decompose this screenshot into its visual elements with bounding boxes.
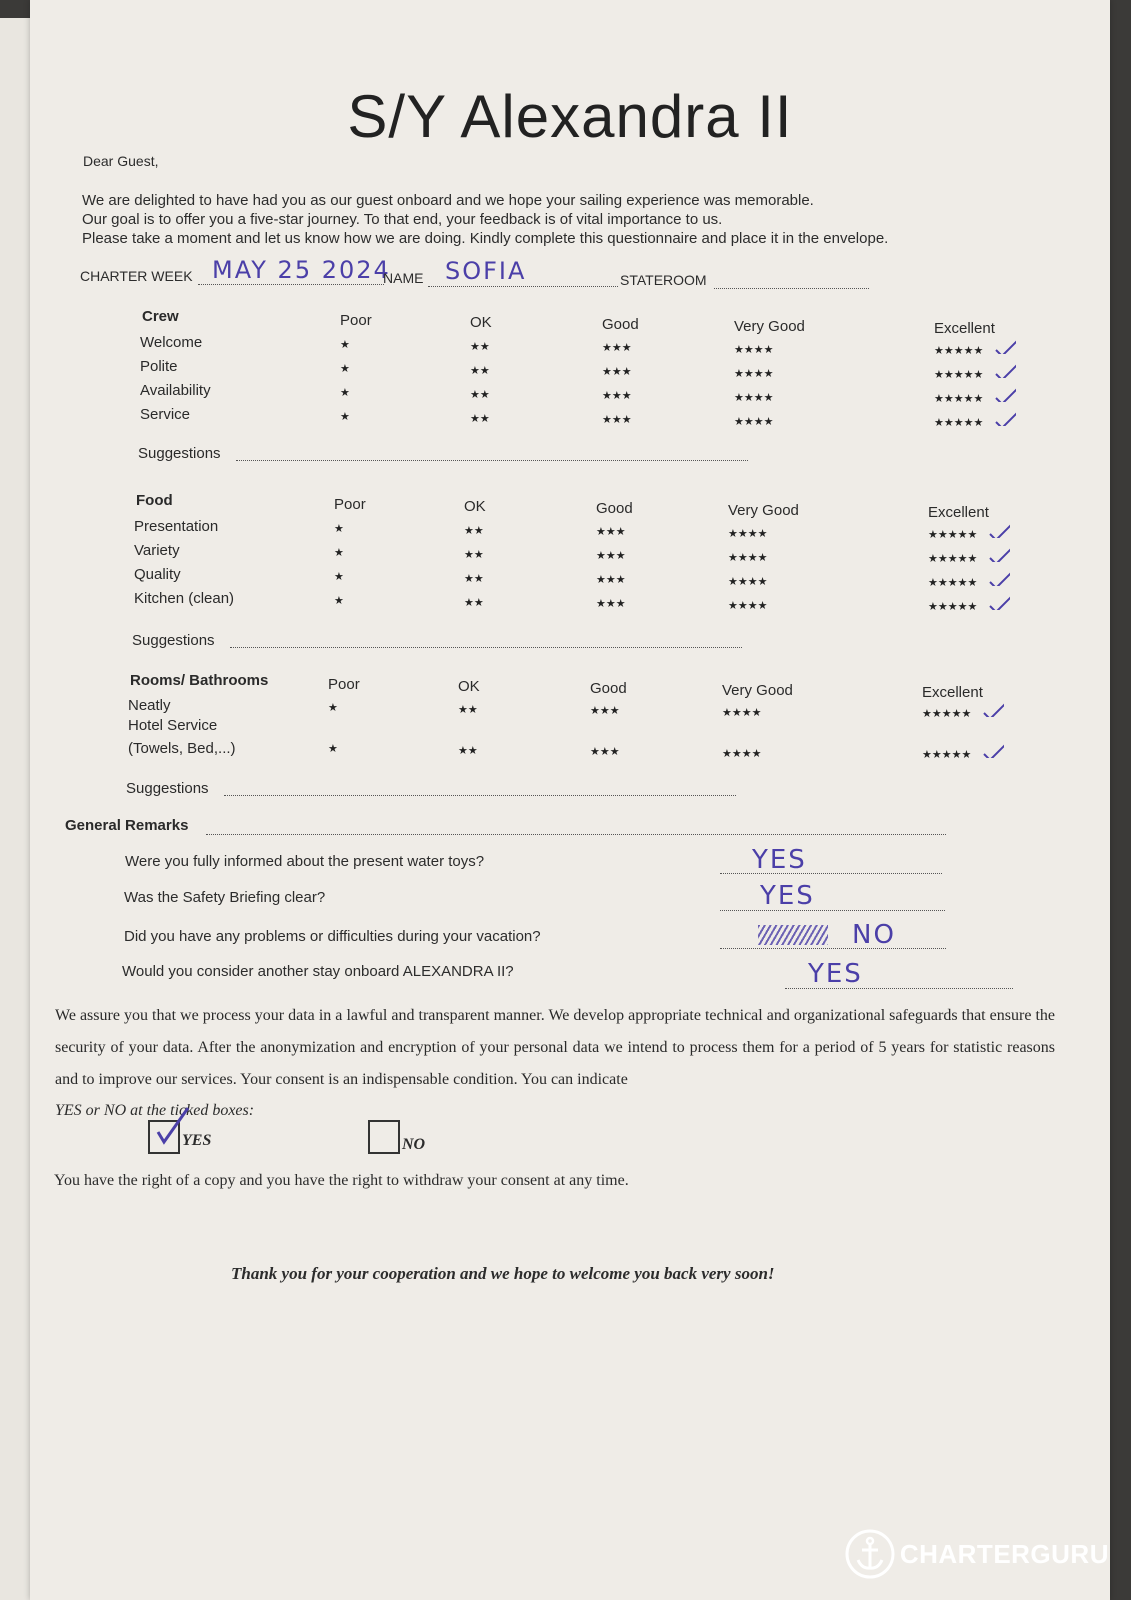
checkmark-icon xyxy=(994,362,1016,378)
page-title: S/Y Alexandra II xyxy=(347,83,793,150)
consent-no-label: NO xyxy=(402,1136,426,1153)
rating-column-header: Good xyxy=(596,500,633,517)
rating-option[interactable]: ★★★★★ xyxy=(928,529,978,541)
question-water-toys: Were you fully informed about the present water toys? xyxy=(125,853,485,870)
rating-option[interactable]: ★ xyxy=(340,411,350,423)
stateroom-field[interactable] xyxy=(714,288,869,289)
rating-option[interactable]: ★★★★★ xyxy=(928,577,978,589)
answer-safety-briefing: YES xyxy=(760,881,815,911)
rating-option[interactable]: ★★★★ xyxy=(734,367,774,380)
general-remarks-label: General Remarks xyxy=(65,817,189,834)
stateroom-label: STATEROOM xyxy=(620,272,707,288)
criterion-label: Availability xyxy=(140,382,211,399)
rating-column-header: Very Good xyxy=(728,502,799,519)
rating-option[interactable]: ★★★ xyxy=(596,598,626,610)
rating-option[interactable]: ★★ xyxy=(464,548,484,561)
consent-text: We assure you that we process your data in a lawful and transparent manner. We develop appropriate technical and organizational safeguards that ensure the security of your data. After the anonymization and encryption of your personal data we intend to process them for a period of 5 years for statistic reasons and to improve our services. Your consent is an indispensable condition. You can indicate xyxy=(55,1007,1055,1088)
rating-option[interactable]: ★ xyxy=(328,743,338,755)
answer-another-stay: YES xyxy=(808,959,863,989)
section-title: Rooms/ Bathrooms xyxy=(130,672,269,689)
rating-option[interactable]: ★★★★★ xyxy=(934,369,984,381)
rating-column-header: Excellent xyxy=(934,320,995,337)
yes-no-instruction-text: YES or NO at the ticked boxes: xyxy=(55,1102,255,1119)
suggestions-field[interactable] xyxy=(230,647,742,648)
rating-option[interactable]: ★★★★★ xyxy=(934,393,984,405)
rating-option[interactable]: ★★ xyxy=(458,703,478,716)
general-remarks-field[interactable] xyxy=(206,834,946,835)
rating-option[interactable]: ★★ xyxy=(464,596,484,609)
name-value: SOFIA xyxy=(445,257,527,285)
section-title: Food xyxy=(136,492,173,509)
criterion-label: Welcome xyxy=(140,334,203,351)
rating-option[interactable]: ★★★★ xyxy=(728,599,768,612)
rating-option[interactable]: ★★★★ xyxy=(722,706,762,719)
rating-option[interactable]: ★★ xyxy=(470,340,490,353)
checkmark-icon xyxy=(994,410,1016,426)
answer-problems: NO xyxy=(852,920,896,950)
suggestions-field[interactable] xyxy=(236,460,748,461)
question-problems: Did you have any problems or difficulties during your vacation? xyxy=(124,928,541,945)
criterion-label: Kitchen (clean) xyxy=(134,590,235,607)
checkmark-icon xyxy=(982,701,1004,717)
rating-option[interactable]: ★★★ xyxy=(602,390,632,402)
suggestions-label: Suggestions xyxy=(126,780,209,797)
rating-option[interactable]: ★★★★★ xyxy=(928,553,978,565)
rating-column-header: OK xyxy=(470,314,492,331)
rating-option[interactable]: ★★★★★ xyxy=(934,345,984,357)
rating-column-header: Excellent xyxy=(928,504,989,521)
checkmark-icon xyxy=(988,570,1010,586)
charter-week-label: CHARTER WEEK xyxy=(80,268,193,284)
rating-option[interactable]: ★★ xyxy=(464,572,484,585)
rating-option[interactable]: ★★ xyxy=(458,744,478,757)
suggestions-field[interactable] xyxy=(224,795,736,796)
greeting: Dear Guest, xyxy=(83,153,159,169)
consent-no-checkbox[interactable] xyxy=(368,1120,400,1154)
rating-column-header: OK xyxy=(464,498,486,515)
rating-option[interactable]: ★★★★★ xyxy=(922,749,972,761)
rating-option[interactable]: ★★★ xyxy=(602,342,632,354)
criterion-label: Hotel Service xyxy=(128,717,218,734)
questionnaire-page xyxy=(30,0,1110,1600)
rating-option[interactable]: ★★ xyxy=(464,524,484,537)
watermark-text: CHARTERGURU xyxy=(899,1538,1109,1569)
rating-option[interactable]: ★ xyxy=(328,702,338,714)
intro-line-2: Our goal is to offer you a five-star journey. To that end, your feedback is of vital importance to us. xyxy=(82,211,723,228)
intro-line-3: Please take a moment and let us know how we are doing. Kindly complete this questionnaire and place it in the envelope. xyxy=(82,230,889,247)
rating-option[interactable]: ★★★★ xyxy=(722,747,762,760)
rating-column-header: Poor xyxy=(334,496,366,513)
watermark-logo xyxy=(844,1528,1109,1580)
answer-line-safety-briefing[interactable] xyxy=(720,910,945,911)
rating-option[interactable]: ★ xyxy=(340,339,350,351)
criterion-label: Presentation xyxy=(134,518,219,535)
question-another-stay: Would you consider another stay onboard ALEXANDRA II? xyxy=(122,963,514,980)
rating-option[interactable]: ★ xyxy=(340,387,350,399)
checkmark-icon xyxy=(994,338,1016,354)
rating-option[interactable]: ★ xyxy=(334,571,344,583)
rating-column-header: Very Good xyxy=(722,682,793,699)
rating-option[interactable]: ★★★★ xyxy=(734,415,774,428)
rating-column-header: Poor xyxy=(340,312,372,329)
rating-option[interactable]: ★ xyxy=(334,547,344,559)
rating-column-header: Very Good xyxy=(734,318,805,335)
criterion-label: Service xyxy=(140,406,191,423)
criterion-label: Polite xyxy=(140,358,178,375)
anchor-icon xyxy=(844,1528,896,1580)
suggestions-label: Suggestions xyxy=(138,445,221,462)
closing-message: Thank you for your cooperation and we hope to welcome you back very soon! xyxy=(231,1264,775,1283)
name-label: NAME xyxy=(383,270,424,286)
rating-option[interactable]: ★★★★ xyxy=(734,391,774,404)
rating-option[interactable]: ★ xyxy=(334,523,344,535)
rating-option[interactable]: ★ xyxy=(334,595,344,607)
rating-column-header: Good xyxy=(590,680,627,697)
criterion-label: Quality xyxy=(134,566,181,583)
checkmark-icon xyxy=(988,522,1010,538)
rating-option[interactable]: ★★★ xyxy=(596,526,626,538)
rights-text: You have the right of a copy and you have the right to withdraw your consent at any time. xyxy=(54,1172,629,1189)
checkmark-icon xyxy=(982,742,1004,758)
criterion-label: Variety xyxy=(134,542,180,559)
charter-week-field[interactable] xyxy=(198,284,384,285)
rating-option[interactable]: ★★★★ xyxy=(728,527,768,540)
rating-option[interactable]: ★★★★ xyxy=(734,343,774,356)
rating-option[interactable]: ★★★★★ xyxy=(922,708,972,720)
rating-option[interactable]: ★★★ xyxy=(602,414,632,426)
rating-option[interactable]: ★★★ xyxy=(596,550,626,562)
rating-option[interactable]: ★★★★ xyxy=(728,551,768,564)
rating-option[interactable]: ★★★★ xyxy=(728,575,768,588)
answer-line-problems[interactable] xyxy=(720,948,946,949)
intro-line-1: We are delighted to have had you as our guest onboard and we hope your sailing experience was memorable. xyxy=(82,192,814,209)
rating-option[interactable]: ★★★ xyxy=(596,574,626,586)
checkmark-icon xyxy=(988,594,1010,610)
rating-option[interactable]: ★★★★★ xyxy=(934,417,984,429)
charter-week-value: MAY 25 2024 xyxy=(212,256,391,284)
rating-option[interactable]: ★★★ xyxy=(602,366,632,378)
rating-option[interactable]: ★ xyxy=(340,363,350,375)
question-safety-briefing: Was the Safety Briefing clear? xyxy=(124,889,326,906)
rating-column-header: Poor xyxy=(328,676,360,693)
checkmark-icon xyxy=(988,546,1010,562)
answer-water-toys: YES xyxy=(752,845,807,875)
criterion-label: (Towels, Bed,...) xyxy=(128,740,236,757)
rating-column-header: OK xyxy=(458,678,480,695)
criterion-label: Neatly xyxy=(128,697,171,714)
scribbled-out-answer xyxy=(758,925,828,945)
name-field[interactable] xyxy=(428,286,618,287)
rating-option[interactable]: ★★★ xyxy=(590,746,620,758)
suggestions-label: Suggestions xyxy=(132,632,215,649)
section-title: Crew xyxy=(142,308,179,325)
consent-yes-label: YES xyxy=(182,1132,212,1149)
checkmark-icon xyxy=(994,386,1016,402)
rating-option[interactable]: ★★ xyxy=(470,364,490,377)
rating-column-header: Excellent xyxy=(922,684,983,701)
rating-column-header: Good xyxy=(602,316,639,333)
rating-option[interactable]: ★★ xyxy=(470,388,490,401)
rating-option[interactable]: ★★★★★ xyxy=(928,601,978,613)
rating-option[interactable]: ★★★ xyxy=(590,705,620,717)
rating-option[interactable]: ★★ xyxy=(470,412,490,425)
